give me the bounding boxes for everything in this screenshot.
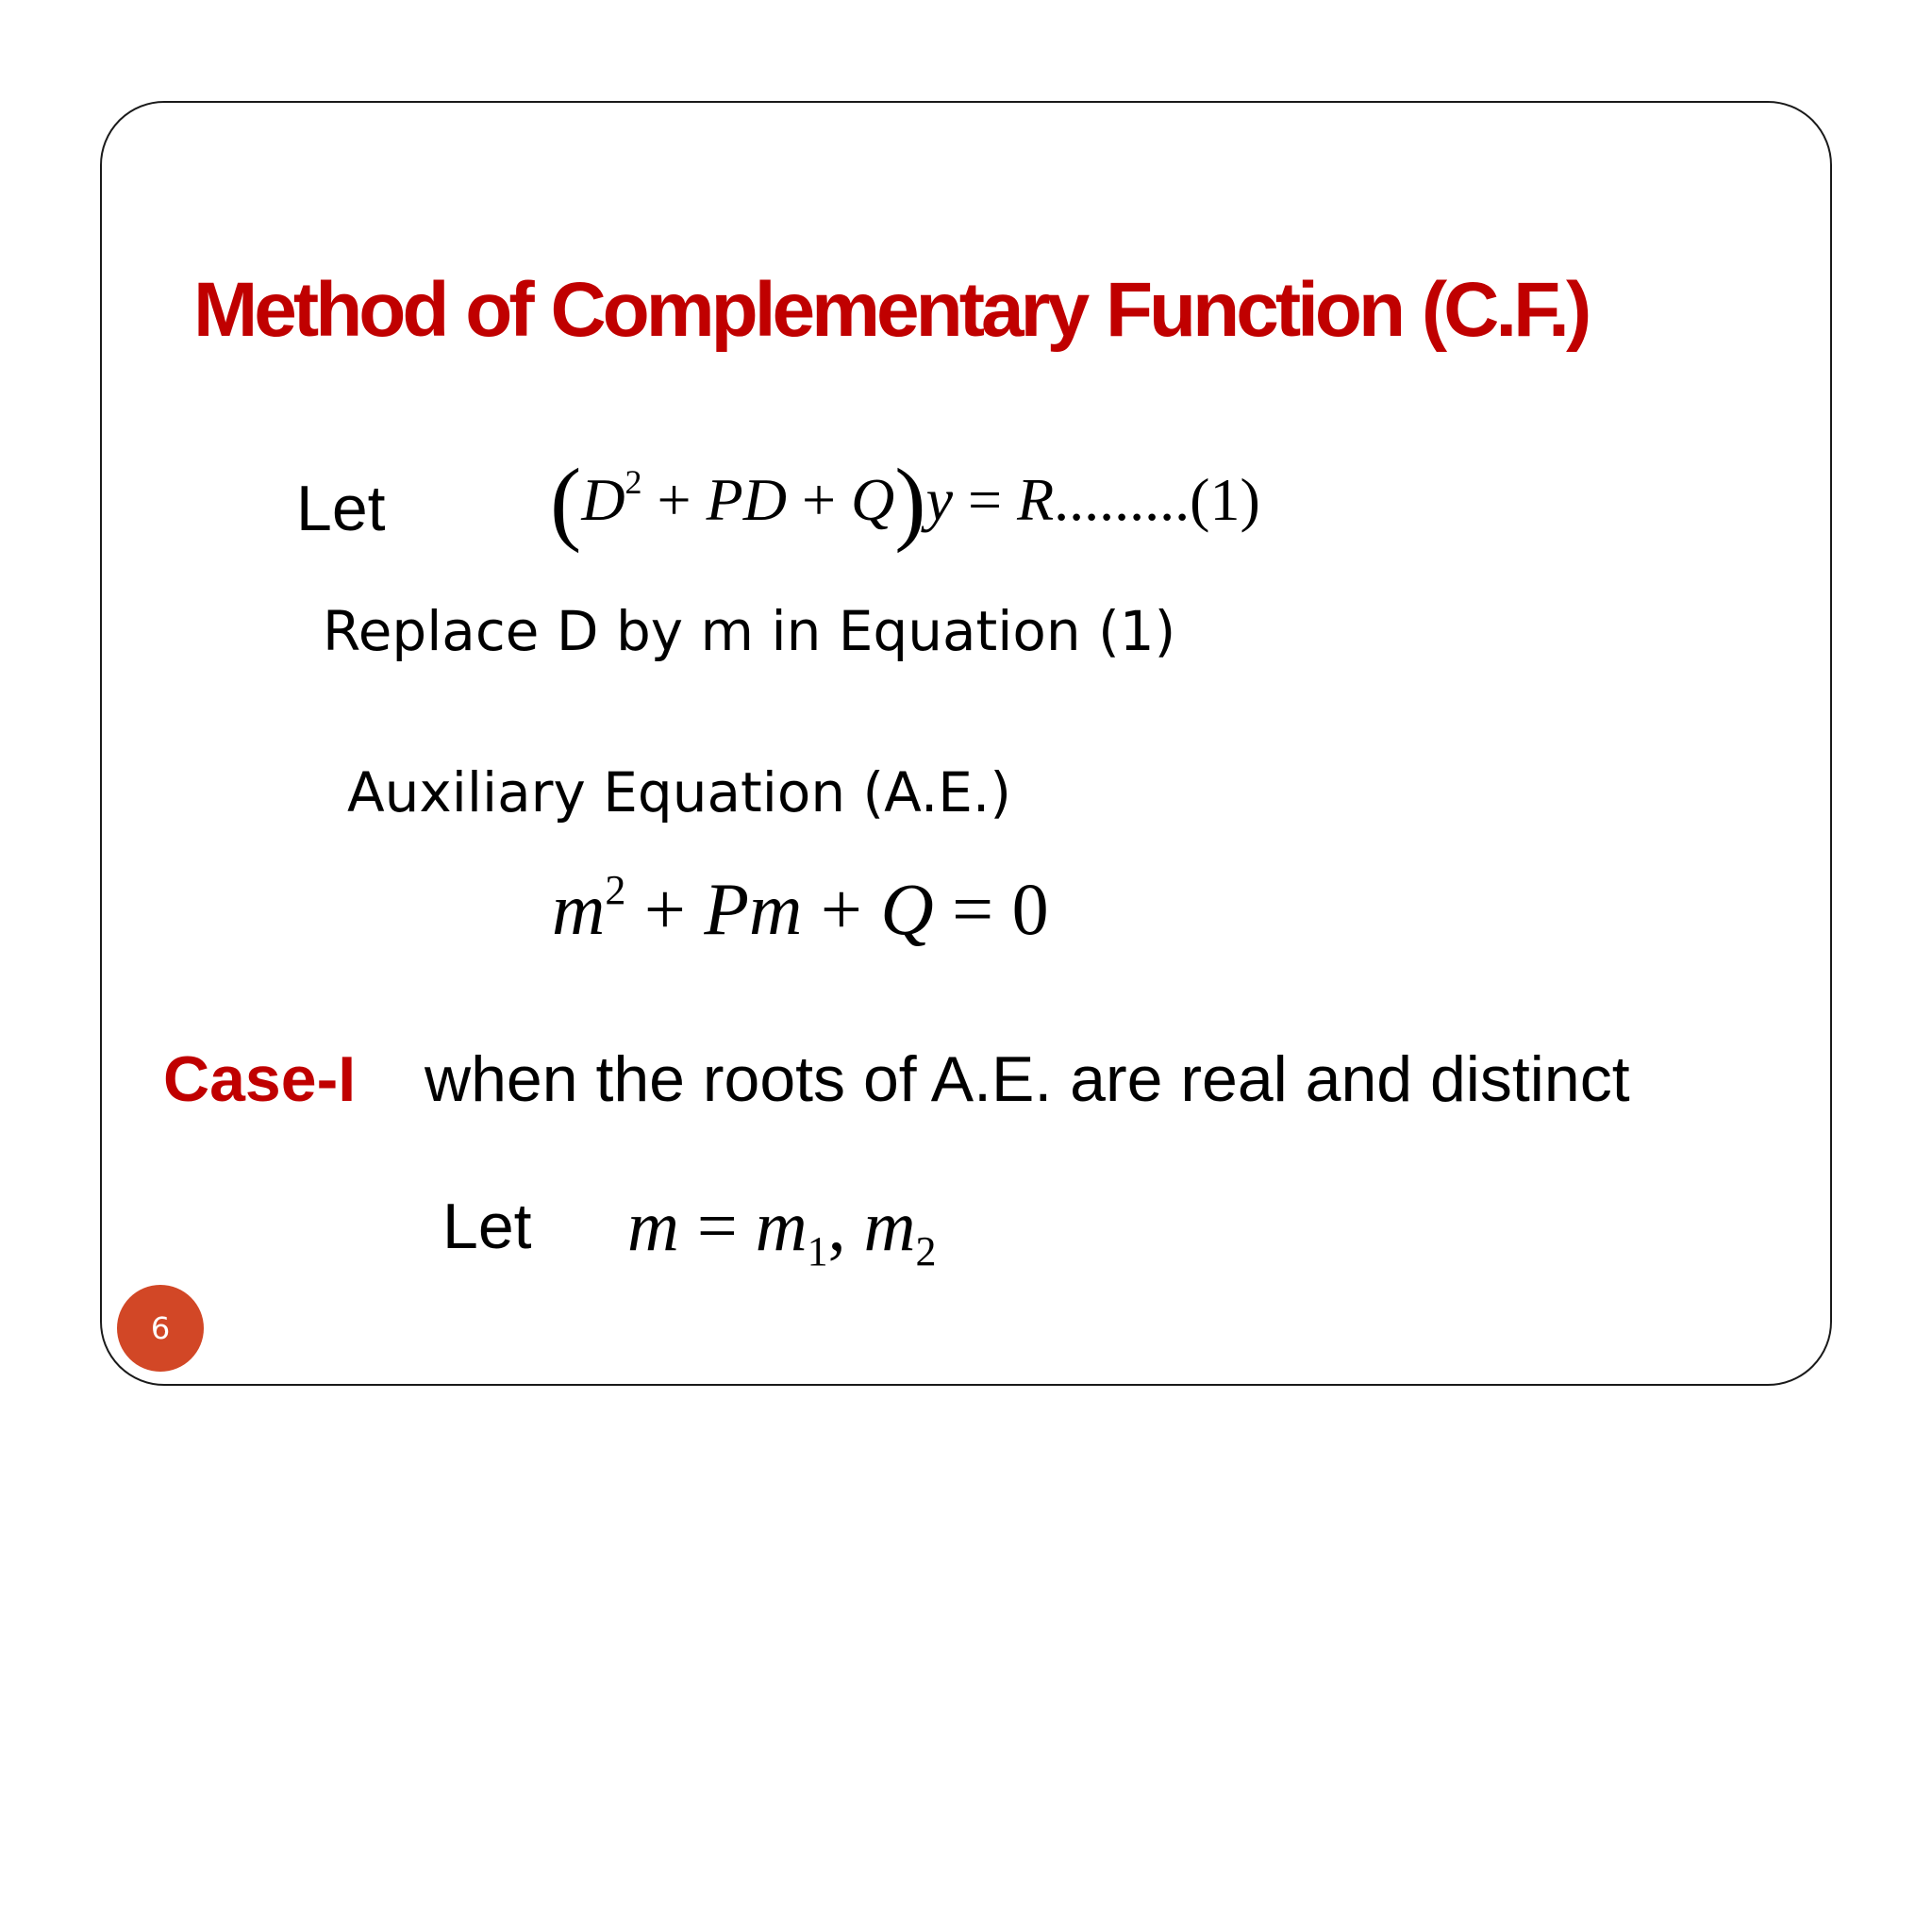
root-m1: m bbox=[755, 1187, 808, 1266]
open-paren: ( bbox=[550, 449, 582, 554]
term-PD: PD bbox=[706, 466, 787, 533]
operator-equation bbox=[550, 449, 1260, 554]
case-label: Case-I bbox=[163, 1043, 357, 1115]
roots-equation bbox=[627, 1187, 937, 1274]
equals-zero: = 0 bbox=[933, 868, 1049, 950]
var-m: m bbox=[552, 868, 606, 950]
var-y: y bbox=[925, 466, 953, 533]
var-D: D bbox=[581, 466, 625, 533]
auxiliary-equation bbox=[552, 867, 1049, 950]
let-label-1: Let bbox=[296, 473, 386, 544]
comma: , bbox=[827, 1187, 864, 1266]
plus-sign: + bbox=[625, 868, 705, 950]
root-m2: m bbox=[863, 1187, 916, 1266]
subscript-2: 2 bbox=[915, 1228, 937, 1274]
replace-instruction: Replace D by m in Equation (1) bbox=[323, 599, 1176, 663]
page-number-badge: 6 bbox=[117, 1285, 204, 1372]
slide-title: Method of Complementary Function (C.F.) bbox=[193, 267, 1589, 353]
exponent-2: 2 bbox=[605, 867, 626, 913]
auxiliary-equation-heading: Auxiliary Equation (A.E.) bbox=[347, 760, 1011, 824]
equals-sign: = bbox=[678, 1187, 756, 1266]
var-Q: Q bbox=[880, 868, 934, 950]
var-m: m bbox=[627, 1187, 679, 1266]
case-description: when the roots of A.E. are real and distinct bbox=[425, 1043, 1630, 1115]
close-paren: ) bbox=[894, 449, 926, 554]
exponent-2: 2 bbox=[625, 463, 642, 501]
plus-sign: + bbox=[786, 466, 852, 533]
let-label-2: Let bbox=[442, 1191, 532, 1262]
equation-reference: .........(1) bbox=[1054, 466, 1260, 533]
var-R: R bbox=[1017, 466, 1055, 533]
var-Q: Q bbox=[851, 466, 895, 533]
plus-sign: + bbox=[802, 868, 881, 950]
equals-sign: = bbox=[952, 466, 1018, 533]
subscript-1: 1 bbox=[807, 1228, 828, 1274]
term-Pm: Pm bbox=[704, 868, 803, 950]
plus-sign: + bbox=[641, 466, 707, 533]
